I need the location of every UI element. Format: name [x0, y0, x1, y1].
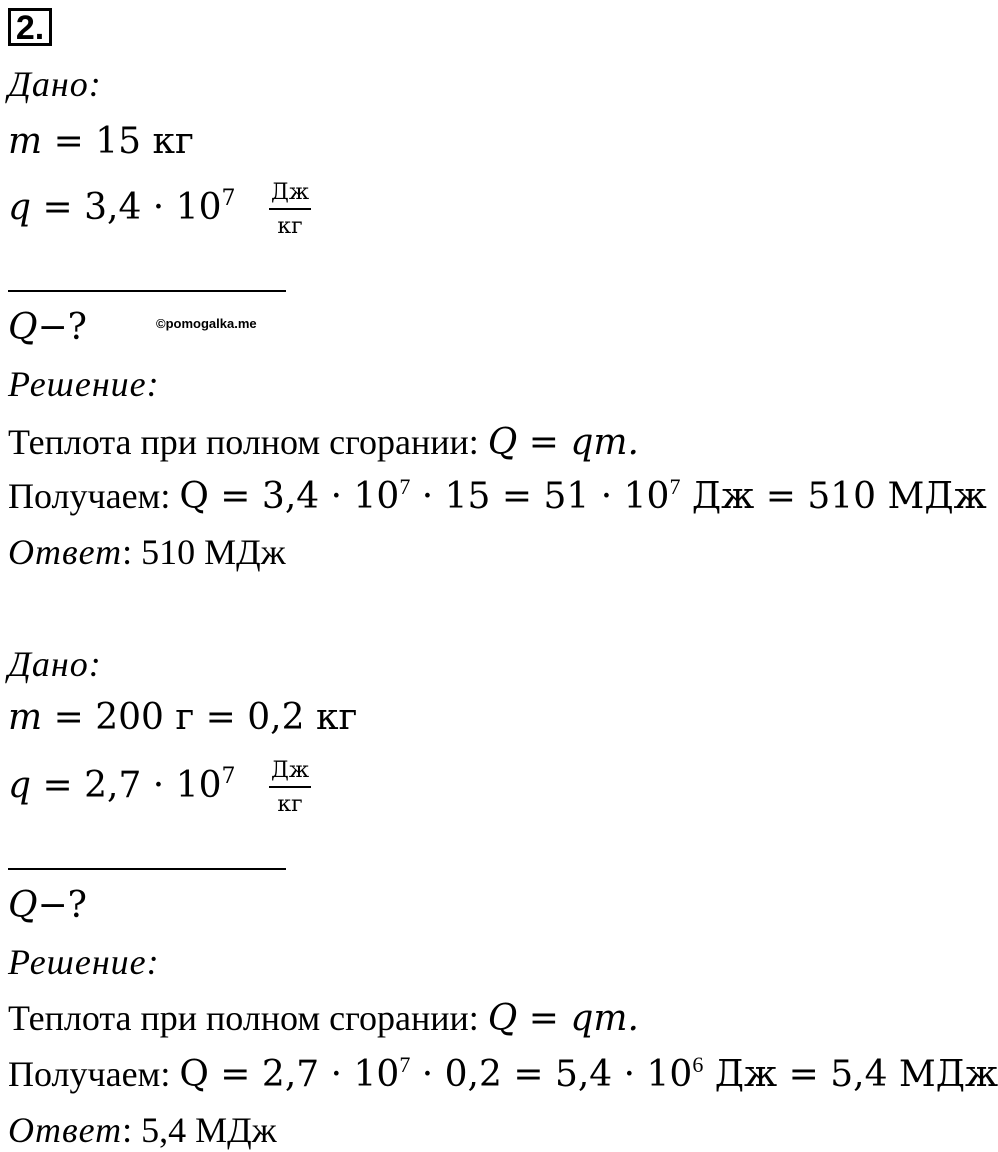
find-line [8, 306, 87, 350]
heat-value: = 3,4 · 10 [42, 187, 222, 228]
heat-unit-fraction [269, 180, 311, 240]
calc-prefix-2: Получаем: [8, 1054, 180, 1094]
heat-unit-denominator: кг [277, 214, 303, 239]
mass-symbol-2: m [8, 697, 43, 738]
heat-symbol: q [8, 187, 32, 228]
find-symbol-2: Q [8, 885, 38, 926]
calc-part-a: Q = 3,4 · 10 [179, 476, 400, 517]
formula-description: Теплота при полном сгорании: [8, 422, 488, 462]
solution-label [8, 362, 160, 406]
calc-part-c: Дж = 510 МДж [680, 476, 987, 517]
find-question: −? [37, 307, 87, 348]
given-heat-value-2 [8, 758, 311, 818]
answer-value: : 510 МДж [122, 532, 286, 572]
solution-label-2 [8, 940, 160, 984]
calc-part-a-2: Q = 2,7 · 10 [179, 1054, 400, 1095]
watermark: ©pomogalka.me [156, 316, 257, 331]
calc-exp-a: 7 [399, 474, 411, 499]
formula-2: Q = qm. [487, 998, 639, 1039]
given-label-text: Дано: [8, 64, 102, 104]
calc-exp-a-2: 7 [399, 1052, 411, 1077]
calc-prefix: Получаем: [8, 476, 180, 516]
heat-unit-denominator-2: кг [277, 792, 303, 817]
given-label [8, 62, 102, 106]
given-mass [8, 120, 194, 164]
find-question-2: −? [37, 885, 87, 926]
given-mass-2 [8, 696, 357, 740]
solution-line-formula-2 [8, 996, 639, 1041]
answer-line-2 [8, 1108, 277, 1152]
answer-label: Ответ [8, 532, 123, 572]
divider-line [8, 290, 286, 292]
solution-line-formula [8, 420, 639, 465]
calc-part-b-2: · 0,2 = 5,4 · 10 [410, 1054, 693, 1095]
mass-value-2: = 200 г = 0,2 кг [53, 697, 358, 738]
mass-symbol: m [8, 121, 43, 162]
heat-unit-numerator: Дж [269, 180, 311, 210]
mass-value: = 15 кг [53, 121, 194, 162]
heat-unit-fraction-2 [269, 758, 311, 818]
formula: Q = qm. [487, 422, 639, 463]
answer-line [8, 530, 286, 574]
calc-part-b: · 15 = 51 · 10 [410, 476, 670, 517]
solution-label-text: Решение: [8, 364, 160, 404]
given-label-text-2: Дано: [8, 644, 102, 684]
problem-number: 2. [8, 8, 52, 46]
heat-exponent-2: 7 [221, 764, 236, 789]
find-line-2 [8, 884, 87, 928]
solution-line-calculation-2 [8, 1052, 998, 1097]
given-label-2 [8, 642, 102, 686]
heat-exponent: 7 [221, 186, 236, 211]
calc-exp-b: 7 [669, 474, 681, 499]
heat-unit-numerator-2: Дж [269, 758, 311, 788]
given-heat-value [8, 180, 311, 240]
calc-exp-b-2: 6 [692, 1052, 704, 1077]
divider-line-2 [8, 868, 286, 870]
solution-line-calculation [8, 474, 987, 519]
answer-label-2: Ответ [8, 1110, 123, 1150]
solution-label-text-2: Решение: [8, 942, 160, 982]
heat-symbol-2: q [8, 765, 32, 806]
formula-description-2: Теплота при полном сгорании: [8, 998, 488, 1038]
calc-part-c-2: Дж = 5,4 МДж [703, 1054, 998, 1095]
find-symbol: Q [8, 307, 38, 348]
answer-value-2: : 5,4 МДж [122, 1110, 277, 1150]
heat-value-2: = 2,7 · 10 [42, 765, 222, 806]
